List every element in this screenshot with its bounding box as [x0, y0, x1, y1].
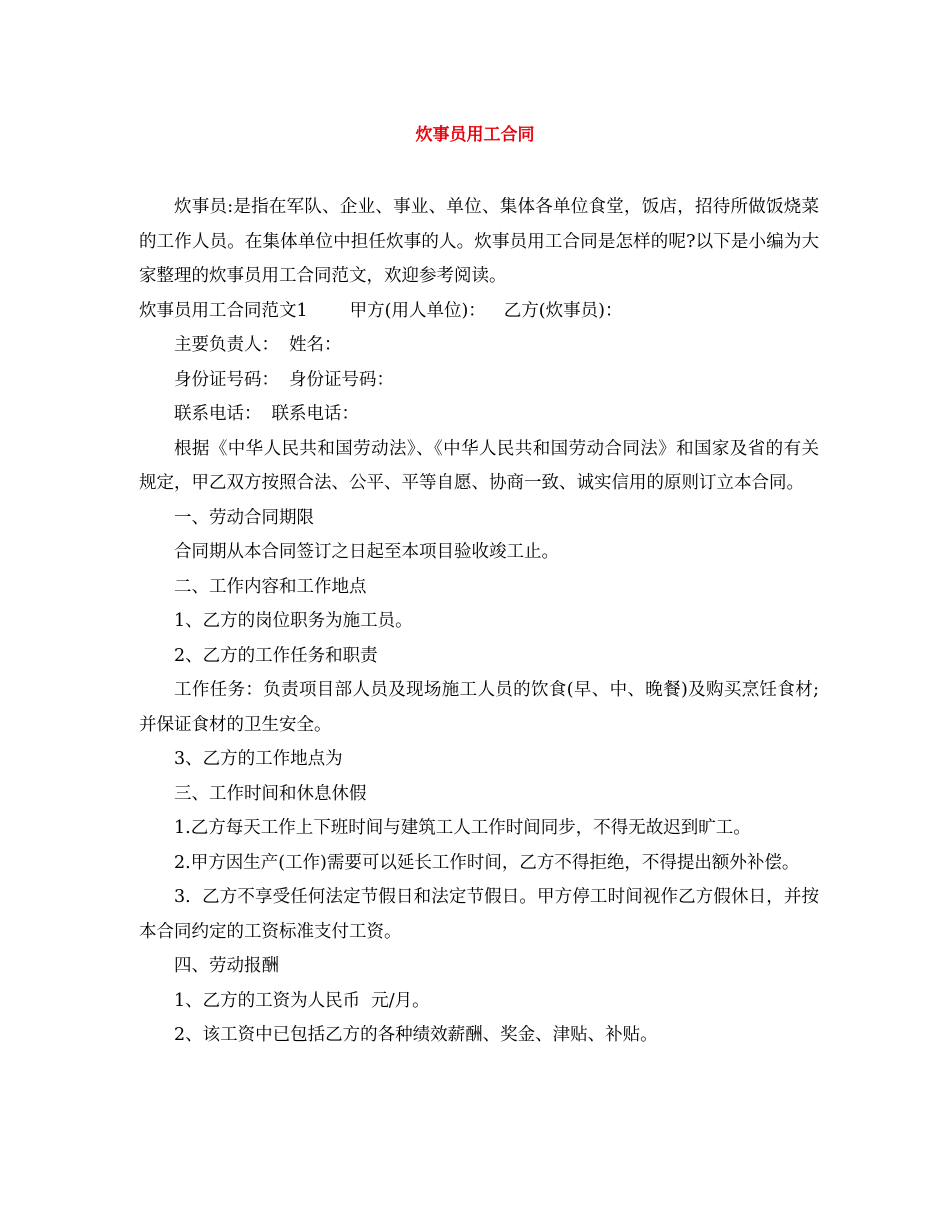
section3-item2: 2.甲方因生产(工作)需要可以延长工作时间，乙方不得拒绝，不得提出额外补偿。: [174, 852, 800, 873]
id-row: [139, 363, 819, 398]
section2-item3: 3、乙方的工作地点为: [174, 749, 343, 769]
id-label-b: 身份证号码：: [289, 369, 394, 390]
section1-text: 合同期从本合同签订之日起至本项目验收竣工止。: [174, 542, 559, 562]
document-body: [139, 190, 819, 1053]
phone-label-b: 联系电话：: [271, 404, 359, 424]
name-label: 姓名：: [289, 335, 342, 355]
party-a-label: 甲方(用人单位)：: [349, 300, 486, 321]
intro-paragraph: 炊事员:是指在军队、企业、事业、单位、集体各单位食堂，饭店，招待所做饭烧菜的工作人员。在集体单位中担任炊事的人。炊事员用工合同是怎样的呢?以下是小编为大家整理的炊事员用工合同范文，欢迎参考阅读。: [139, 197, 819, 286]
phone-row: [139, 397, 819, 432]
principal-label: 主要负责人：: [174, 335, 279, 355]
phone-label-a: 联系电话：: [174, 404, 262, 424]
section2-heading: 二、工作内容和工作地点: [174, 576, 367, 597]
section2-item2: 2、乙方的工作任务和职责: [174, 645, 378, 666]
section2-item1: 1、乙方的岗位职务为施工员。: [174, 611, 413, 631]
section4-item2: 2、该工资中已包括乙方的各种绩效薪酬、奖金、津贴、补贴。: [174, 1025, 658, 1045]
basis-paragraph: 根据《中华人民共和国劳动法》、《中华人民共和国劳动合同法》和国家及省的有关规定，甲乙双方按照合法、公平、平等自愿、协商一致、诚实信用的原则订立本合同。: [139, 438, 819, 493]
id-label-a: 身份证号码：: [174, 369, 279, 390]
section3-heading: 三、工作时间和休息休假: [174, 783, 367, 804]
section3-item1: 1.乙方每天工作上下班时间与建筑工人工作时间同步，不得无故迟到旷工。: [174, 818, 751, 838]
section3-item3: 3. 乙方不享受任何法定节假日和法定节假日。甲方停工时间视作乙方假休日，并按本合同约定的工资标准支付工资。: [139, 887, 819, 942]
party-b-label: 乙方(炊事员)：: [503, 300, 623, 321]
section4-heading: 四、劳动报酬: [174, 956, 279, 976]
sample-heading-row: [139, 294, 819, 329]
section2-task: 工作任务：负责项目部人员及现场施工人员的饮食(早、中、晚餐)及购买烹饪食材;并保证食材的卫生安全。: [139, 680, 819, 735]
section4-item1: 1、乙方的工资为人民币 元/月。: [174, 990, 430, 1011]
document-title: 炊事员用工合同: [415, 125, 535, 145]
section1-heading: 一、劳动合同期限: [174, 507, 314, 528]
principal-row: [139, 328, 819, 363]
sample-heading: 炊事员用工合同范文1: [139, 300, 308, 321]
